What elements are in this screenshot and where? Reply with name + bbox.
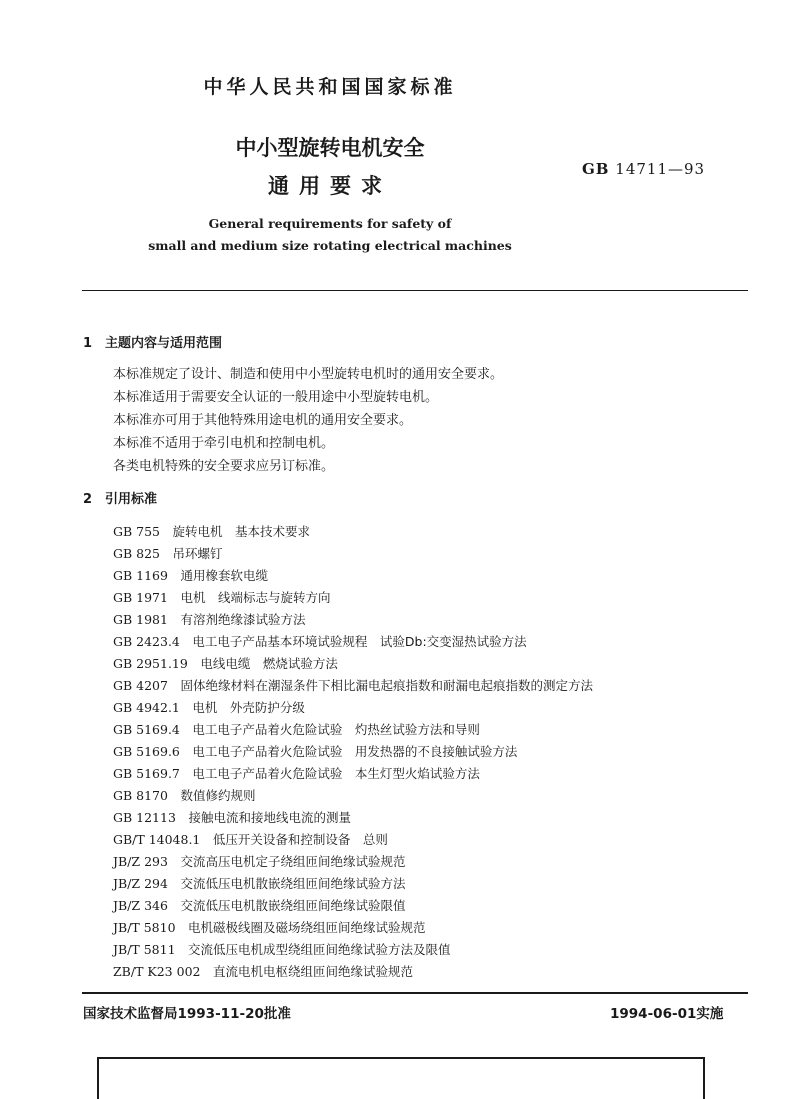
- reference-code: GB 1981: [113, 612, 168, 627]
- reference-title: 电线电缆 燃烧试验方法: [200, 656, 338, 671]
- reference-code: JB/T 5810: [113, 920, 176, 935]
- section1-heading: [83, 332, 222, 351]
- national-standard-header: 中华人民共和国国家标准: [203, 76, 457, 98]
- reference-code: GB 825: [113, 546, 161, 561]
- reference-code: GB/T 14048.1: [113, 832, 201, 847]
- approval-date: 国家技术监督局1993-11-20批准: [83, 1006, 291, 1022]
- english-title-line2: small and medium size rotating electrical machines: [148, 238, 512, 253]
- reference-code: JB/Z 346: [113, 898, 168, 913]
- reference-item: [113, 786, 256, 804]
- section1-paragraph: 各类电机特殊的安全要求应另订标准。: [113, 459, 335, 474]
- reference-code: GB 5169.7: [113, 766, 180, 781]
- reference-title: 电工电子产品着火危险试验 本生灯型火焰试验方法: [192, 766, 480, 781]
- footer-divider: [82, 992, 748, 994]
- reference-item: [113, 852, 405, 870]
- reference-item: [113, 720, 480, 738]
- reference-title: 固体绝缘材料在潮湿条件下相比漏电起痕指数和耐漏电起痕指数的测定方法: [180, 678, 593, 693]
- effective-date: 1994-06-01实施: [610, 1006, 724, 1022]
- reference-item: [113, 874, 405, 892]
- reference-title: 交流低压电机散嵌绕组匝间绝缘试验限值: [180, 898, 406, 913]
- reference-item: [113, 742, 517, 760]
- reference-item: [113, 676, 593, 694]
- reference-code: GB 4942.1: [113, 700, 180, 715]
- reference-title: 交流低压电机散嵌绕组匝间绝缘试验方法: [180, 876, 406, 891]
- reference-item: [113, 764, 480, 782]
- reference-title: 电机 外壳防护分级: [192, 700, 305, 715]
- section1-paragraph: 本标准亦可用于其他特殊用途电机的通用安全要求。: [113, 413, 413, 428]
- reference-code: GB 2423.4: [113, 634, 180, 649]
- standard-code: 14711—93: [615, 160, 706, 178]
- reference-item: [113, 544, 223, 562]
- reference-title: 直流电机电枢绕组匝间绝缘试验规范: [213, 964, 414, 979]
- reference-title: 交流低压电机成型绕组匝间绝缘试验方法及限值: [188, 942, 451, 957]
- reference-title: 交流高压电机定子绕组匝间绝缘试验规范: [180, 854, 406, 869]
- reference-code: JB/T 5811: [113, 942, 176, 957]
- reference-title: 电工电子产品基本环境试验规程 试验Db:交变湿热试验方法: [192, 634, 527, 649]
- section2-title: 引用标准: [105, 492, 158, 507]
- document-title-line1: 中小型旋转电机安全: [235, 136, 425, 160]
- reference-title: 吊环螺钉: [172, 546, 223, 561]
- section1-paragraph: 本标准适用于需要安全认证的一般用途中小型旋转电机。: [113, 390, 439, 405]
- reference-item: [113, 962, 413, 980]
- section2-number: 2: [83, 492, 93, 507]
- reference-item: [113, 566, 268, 584]
- reference-item: [113, 588, 331, 606]
- document-title-line2: 通用要求: [268, 174, 392, 198]
- reference-item: [113, 654, 338, 672]
- english-title-line1: General requirements for safety of: [208, 216, 452, 231]
- reference-item: [113, 632, 527, 650]
- section1-title: 主题内容与适用范围: [105, 336, 223, 351]
- reference-code: JB/Z 293: [113, 854, 168, 869]
- reference-code: GB 1169: [113, 568, 168, 583]
- reference-item: [113, 698, 305, 716]
- reference-code: GB 4207: [113, 678, 168, 693]
- reference-code: GB 12113: [113, 810, 176, 825]
- reference-title: 数值修约规则: [180, 788, 256, 803]
- reference-item: [113, 918, 426, 936]
- reference-item: [113, 940, 451, 958]
- section2-heading: [83, 488, 157, 507]
- header-divider: [82, 290, 748, 291]
- reference-title: 有溶剂绝缘漆试验方法: [180, 612, 306, 627]
- bottom-frame: [97, 1057, 705, 1099]
- standard-number: [582, 160, 705, 178]
- reference-code: GB 1971: [113, 590, 168, 605]
- reference-title: 电机 线端标志与旋转方向: [180, 590, 331, 605]
- reference-code: GB 5169.6: [113, 744, 180, 759]
- reference-title: 电机磁极线圈及磁场绕组匝间绝缘试验规范: [188, 920, 426, 935]
- reference-item: [113, 522, 310, 540]
- reference-title: 通用橡套软电缆: [180, 568, 268, 583]
- reference-code: GB 5169.4: [113, 722, 180, 737]
- reference-code: GB 755: [113, 524, 161, 539]
- reference-item: [113, 610, 306, 628]
- section1-number: 1: [83, 336, 93, 351]
- reference-title: 低压开关设备和控制设备 总则: [212, 832, 388, 847]
- standard-prefix: GB: [582, 160, 610, 178]
- reference-item: [113, 830, 388, 848]
- reference-code: GB 2951.19: [113, 656, 188, 671]
- reference-code: GB 8170: [113, 788, 168, 803]
- reference-title: 接触电流和接地线电流的测量: [188, 810, 351, 825]
- reference-code: ZB/T K23 002: [113, 964, 201, 979]
- reference-item: [113, 896, 405, 914]
- reference-title: 电工电子产品着火危险试验 用发热器的不良接触试验方法: [192, 744, 518, 759]
- reference-title: 旋转电机 基本技术要求: [172, 524, 311, 539]
- section1-paragraph: 本标准不适用于牵引电机和控制电机。: [113, 436, 335, 451]
- reference-title: 电工电子产品着火危险试验 灼热丝试验方法和导则: [192, 722, 480, 737]
- section1-paragraph: 本标准规定了设计、制造和使用中小型旋转电机时的通用安全要求。: [113, 367, 504, 382]
- reference-item: [113, 808, 351, 826]
- reference-code: JB/Z 294: [113, 876, 168, 891]
